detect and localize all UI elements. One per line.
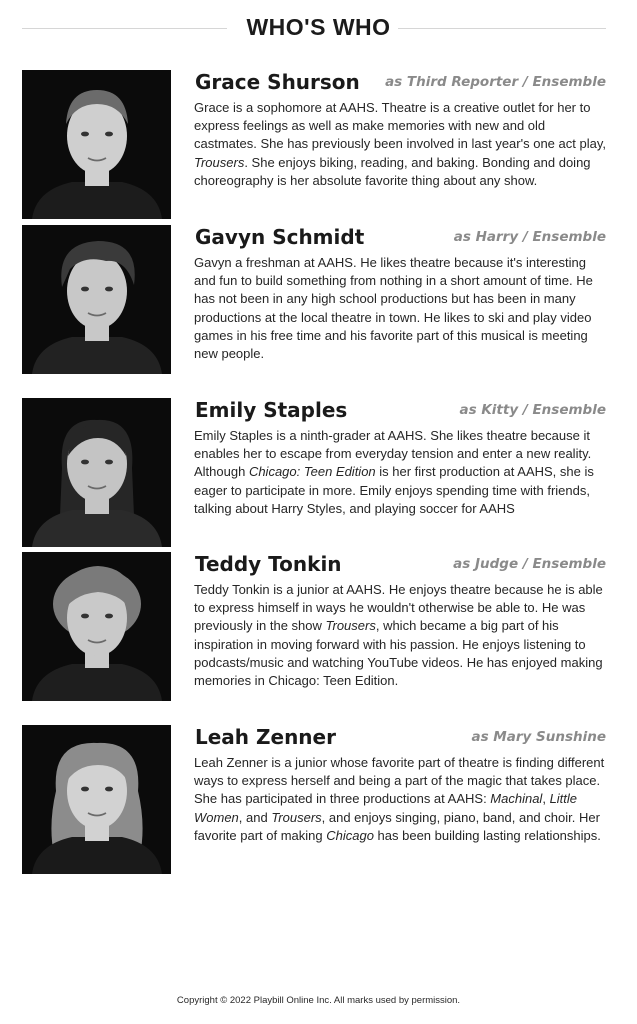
cast-role: as Mary Sunshine [471,729,606,745]
headshot-photo [22,552,171,701]
bio-text: , and enjoys singing, piano, band, and choir. Her favorite part of making [194,809,600,843]
headshot-image [22,725,171,874]
bio-text: . She enjoys biking, reading, and baking. Bonding and doing choreography is her absolute favorite thing about any show. [194,154,591,188]
bio-title-italic: Chicago: Teen Edition [248,464,376,480]
bio-text: Emily Staples is a ninth-grader at AAHS. She likes theatre because it enables her to escape from everyday tension and enter a new reality. Although [194,428,592,480]
page-title: WHO'S WHO [246,14,391,40]
headshot-image [22,552,171,701]
bio-text: Grace is a sophomore at AAHS. Theatre is a creative outlet for her to express feelings as well as make memories with new and old castmates. She has previously been involved in last year's one act play, [194,100,606,152]
cast-role: as Kitty / Ensemble [459,402,606,418]
bio-text: , [542,791,550,807]
bio-title-italic: Trousers [194,154,245,170]
headshot-photo [22,398,171,547]
cast-name: Teddy Tonkin [195,552,342,576]
cast-name: Emily Staples [195,398,348,422]
bio-text: , which became a big part of his inspiration in moving forward with his passion. He enjoys listening to podcasts/music and watching YouTube videos. He has enjoyed making memories in Chicago: Teen Edition. [194,618,603,689]
bio-title-italic: Machinal [490,791,543,807]
header-rule-right [398,28,606,29]
bio-text: is her first production at AAHS, she is eager to participate in more. Emily enjoys spending time with friends, talking about Harry Styles, and playing soccer for AAHS [194,464,594,516]
headshot-photo [22,725,171,874]
cast-bio [194,99,610,190]
cast-role: as Third Reporter / Ensemble [385,74,606,90]
bio-title-italic: Trousers [271,809,322,825]
bio-title-italic: Little Women [194,791,578,825]
cast-name: Gavyn Schmidt [195,225,365,249]
bio-text: has been building lasting relationships. [373,827,601,843]
copyright-footer: Copyright © 2022 Playbill Online Inc. All marks used by permission. [176,995,461,1006]
page-header [0,14,637,48]
bio-text: , and [238,809,272,825]
bio-text: Teddy Tonkin is a junior at AAHS. He enjoys theatre because he is able to express himself in ways he wouldn't otherwise be able to. He was previously in the show [194,582,603,634]
bio-title-italic: Chicago [326,827,374,843]
cast-name: Grace Shurson [195,70,360,94]
headshot-photo [22,225,171,374]
headshot-image [22,398,171,547]
cast-bio [194,254,610,363]
cast-role: as Harry / Ensemble [453,229,606,245]
headshot-image [22,70,171,219]
cast-role: as Judge / Ensemble [453,556,606,572]
cast-name: Leah Zenner [195,725,336,749]
cast-bio [194,754,610,845]
cast-bio [194,427,610,518]
cast-bio [194,581,610,690]
bio-text: Leah Zenner is a junior whose favorite part of theatre is finding different ways to express herself and being a part of the magic that takes place. She has participated in three productions at AAHS: [194,755,605,807]
headshot-photo [22,70,171,219]
bio-text: Gavyn a freshman at AAHS. He likes theatre because it's interesting and fun to build something from nothing in a short amount of time. He has not been in any high school productions but has been in many productions at the local theatre in town. He likes to ski and play video games in his free time and his favorite part of this musical is meeting new people. [194,255,593,362]
bio-title-italic: Trousers [325,618,376,634]
headshot-image [22,225,171,374]
